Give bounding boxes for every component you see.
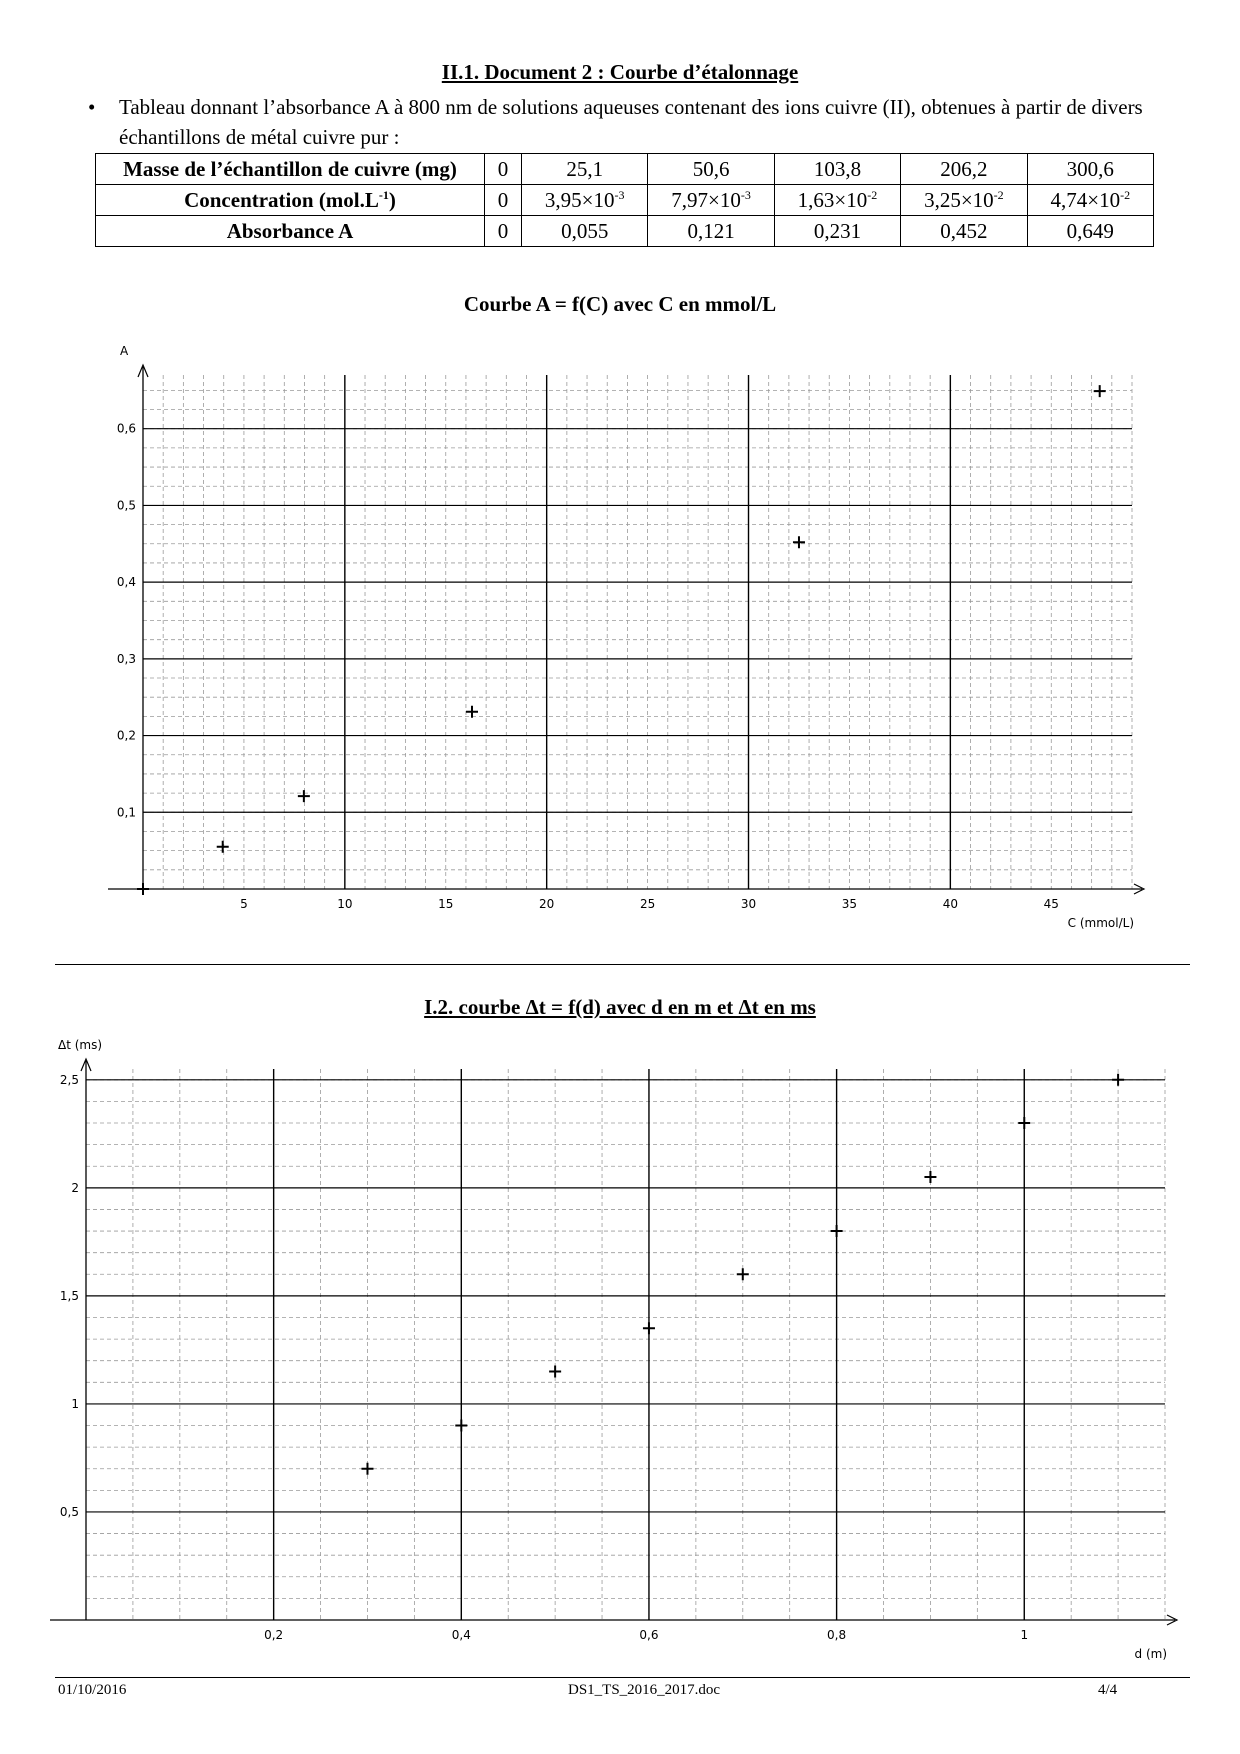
bullet-icon: • <box>88 95 96 119</box>
footer-page: 4/4 <box>1098 1682 1118 1698</box>
y-tick-label: 0,4 <box>116 575 136 590</box>
section-title: II.1. Document 2 : Courbe d’étalonnage <box>441 60 799 84</box>
data-point <box>737 1268 749 1280</box>
data-point <box>831 1225 843 1237</box>
intro-text: Tableau donnant l’absorbance A à 800 nm de solutions aqueuses contenant des ions cuivre (II), obtenues à partir de divers échantillons de métal cuivre pur : <box>119 95 1143 149</box>
table-cell: 0 <box>485 185 522 216</box>
x-tick-label: 40 <box>942 897 958 911</box>
data-point <box>793 536 805 548</box>
table-cell: 206,2 <box>901 154 1027 185</box>
table-row <box>96 154 1154 185</box>
x-tick-label: 0,6 <box>639 1628 659 1642</box>
table-cell: $4,74\times 10^{-2}$ <box>1027 185 1153 216</box>
data-point <box>466 706 478 718</box>
data-point <box>137 883 149 895</box>
section-divider <box>55 964 1190 965</box>
chart2-title: I.2. courbe Δt = f(d) avec d en m et Δt en ms <box>424 995 816 1019</box>
table-cell: 300,6 <box>1027 154 1153 185</box>
data-point <box>298 790 310 802</box>
table-row <box>96 185 1154 216</box>
table-cell: $3,25\times 10^{-2}$ <box>901 185 1027 216</box>
delta-t-chart <box>0 1020 1240 1660</box>
row-header: Concentration $(mol.L^{-1})$ <box>96 185 485 216</box>
x-tick-label: 0,4 <box>451 1628 471 1642</box>
table-cell: 50,6 <box>648 154 774 185</box>
row-header: Absorbance A <box>96 216 485 247</box>
data-point <box>455 1420 467 1432</box>
grid <box>86 1069 1165 1620</box>
footer-divider <box>55 1677 1190 1678</box>
data-point <box>549 1366 561 1378</box>
data-point <box>1094 385 1106 397</box>
table-cell: $3,95\times 10^{-3}$ <box>522 185 648 216</box>
table-cell: 0,121 <box>648 216 774 247</box>
x-tick-label: 20 <box>539 897 555 911</box>
y-tick-label: 0,2 <box>116 728 136 743</box>
intro-paragraph <box>88 92 1188 152</box>
calibration-chart <box>0 345 1240 995</box>
x-axis-label: d (m) <box>1134 1647 1167 1660</box>
y-tick-label: 2 <box>71 1180 79 1195</box>
table-cell: 0,649 <box>1027 216 1153 247</box>
table-cell: 0,231 <box>774 216 900 247</box>
data-point <box>217 841 229 853</box>
data-point <box>924 1171 936 1183</box>
x-tick-label: 25 <box>639 897 656 911</box>
table-cell: 0 <box>485 216 522 247</box>
y-tick-label: 0,1 <box>116 805 136 820</box>
table-row <box>96 216 1154 247</box>
data-point <box>643 1322 655 1334</box>
x-axis-label: C (mmol/L) <box>1067 916 1134 930</box>
y-tick-label: 0,6 <box>116 421 136 436</box>
footer-date: 01/10/2016 <box>58 1682 127 1698</box>
table-cell: 25,1 <box>522 154 648 185</box>
data-point <box>1112 1074 1124 1086</box>
calibration-table <box>95 153 1154 247</box>
chart1-title: Courbe A = f(C) avec C en mmol/L <box>463 292 777 316</box>
y-tick-label: 2,5 <box>59 1072 79 1087</box>
x-tick-label: 0,8 <box>827 1628 847 1642</box>
table-cell: 103,8 <box>774 154 900 185</box>
x-tick-label: 30 <box>740 897 757 911</box>
table-cell: 0,055 <box>522 216 648 247</box>
y-axis-label: Δt (ms) <box>58 1038 103 1052</box>
table-cell: 0 <box>485 154 522 185</box>
x-tick-label: 10 <box>337 897 353 911</box>
x-tick-label: 15 <box>438 897 454 911</box>
row-header: Masse de l’échantillon de cuivre (mg) <box>96 154 485 185</box>
x-tick-label: 5 <box>240 897 248 911</box>
y-tick-label: 0,5 <box>116 498 136 513</box>
y-tick-label: 0,5 <box>59 1504 79 1519</box>
y-axis-label: A <box>120 345 129 358</box>
table-cell: $7,97\times 10^{-3}$ <box>648 185 774 216</box>
data-point <box>1018 1117 1030 1129</box>
data-point <box>361 1463 373 1475</box>
y-tick-label: 1 <box>71 1396 79 1411</box>
x-tick-label: 35 <box>841 897 858 911</box>
grid <box>143 375 1132 889</box>
x-tick-label: 1 <box>1020 1628 1029 1642</box>
x-tick-label: 0,2 <box>264 1628 284 1642</box>
table-cell: 0,452 <box>901 216 1027 247</box>
y-tick-label: 0,3 <box>116 651 136 666</box>
x-tick-label: 45 <box>1043 897 1059 911</box>
footer-filename: DS1_TS_2016_2017.doc <box>568 1682 721 1698</box>
table-cell: $1,63\times 10^{-2}$ <box>774 185 900 216</box>
y-tick-label: 1,5 <box>59 1288 79 1303</box>
